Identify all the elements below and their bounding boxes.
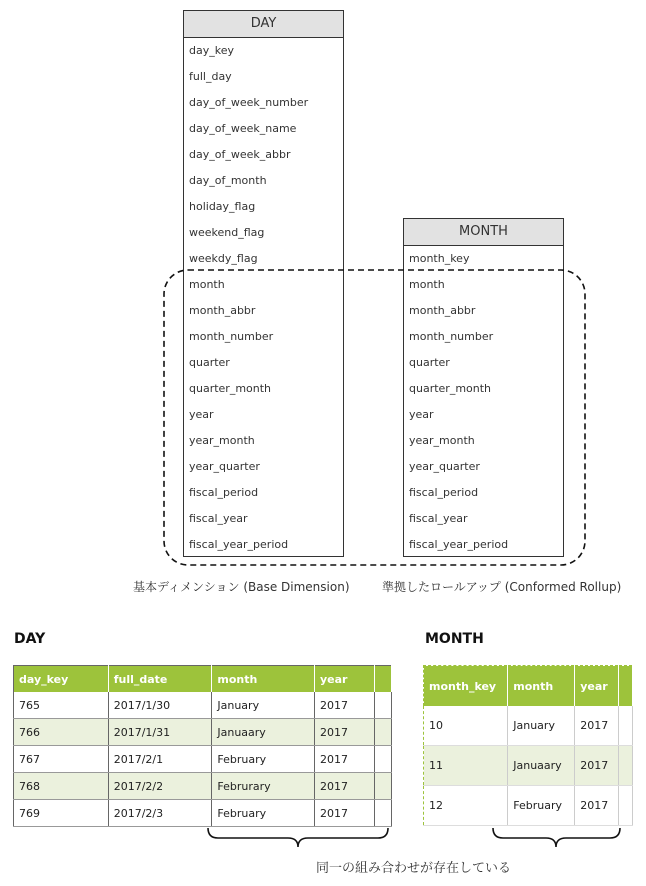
column-header: month_key — [424, 666, 508, 707]
day-data-table — [13, 665, 392, 827]
month-field: quarter_month — [409, 382, 492, 395]
month-field: fiscal_year — [409, 512, 468, 525]
month-entity-title: MONTH — [404, 219, 563, 246]
table-cell: January — [212, 692, 315, 719]
month-field: month_abbr — [409, 304, 476, 317]
table-cell: 2017 — [314, 800, 374, 827]
table-cell — [618, 746, 632, 786]
table-header-row — [424, 666, 633, 707]
table-cell: 10 — [424, 706, 508, 746]
table-row — [424, 786, 633, 826]
month-field: year_month — [409, 434, 475, 447]
conformed-rollup-caption: 準拠したロールアップ (Conformed Rollup) — [382, 580, 622, 594]
month-field: fiscal_year_period — [409, 538, 509, 551]
day-field: month_abbr — [189, 304, 256, 317]
table-cell — [618, 706, 632, 746]
table-cell: 2017 — [314, 719, 374, 746]
day-table-brace — [208, 828, 388, 847]
column-header: full_date — [108, 666, 212, 693]
table-cell: Februrary — [212, 773, 315, 800]
table-cell: 2017/2/2 — [108, 773, 212, 800]
day-field: year_quarter — [189, 460, 260, 473]
month-table-brace — [493, 828, 620, 847]
day-field: quarter_month — [189, 382, 272, 395]
table-cell: February — [508, 786, 575, 826]
column-header — [618, 666, 632, 707]
table-cell: 11 — [424, 746, 508, 786]
month-field: fiscal_period — [409, 486, 479, 499]
table-cell — [375, 692, 392, 719]
table-cell — [375, 719, 392, 746]
table-cell: 769 — [14, 800, 109, 827]
table-row — [14, 746, 392, 773]
day-table-title: DAY — [14, 631, 46, 647]
table-row — [14, 692, 392, 719]
table-cell: February — [212, 746, 315, 773]
table-row — [14, 719, 392, 746]
column-header: month — [212, 666, 315, 693]
shared-attributes-dashed-box — [164, 270, 585, 565]
table-cell — [618, 786, 632, 826]
table-row — [424, 706, 633, 746]
table-cell: 765 — [14, 692, 109, 719]
day-field: full_day — [189, 70, 232, 83]
table-row — [14, 800, 392, 827]
table-cell: 2017 — [575, 746, 619, 786]
column-header: day_key — [14, 666, 109, 693]
day-field: day_of_week_name — [189, 122, 297, 135]
day-field: month — [189, 278, 225, 291]
day-field: day_of_week_abbr — [189, 148, 291, 161]
column-header: month — [508, 666, 575, 707]
day-field: day_of_week_number — [189, 96, 309, 109]
table-cell — [375, 773, 392, 800]
day-field: holiday_flag — [189, 200, 256, 213]
table-cell: 2017/2/3 — [108, 800, 212, 827]
month-field: month — [409, 278, 445, 291]
day-field: weekend_flag — [189, 226, 265, 239]
day-field: fiscal_year — [189, 512, 248, 525]
table-cell: Januaary — [508, 746, 575, 786]
table-cell: January — [508, 706, 575, 746]
month-field: month_key — [409, 252, 470, 265]
day-field: weekdy_flag — [189, 252, 258, 265]
table-cell — [375, 800, 392, 827]
day-field: month_number — [189, 330, 274, 343]
table-cell: 2017/1/31 — [108, 719, 212, 746]
day-field: year_month — [189, 434, 255, 447]
table-cell: 2017/2/1 — [108, 746, 212, 773]
table-row — [14, 773, 392, 800]
column-header: year — [314, 666, 374, 693]
table-cell: 2017 — [575, 786, 619, 826]
table-cell — [375, 746, 392, 773]
table-row — [424, 746, 633, 786]
table-cell: Januaary — [212, 719, 315, 746]
month-field: quarter — [409, 356, 450, 369]
day-field: year — [189, 408, 214, 421]
table-cell: 2017/1/30 — [108, 692, 212, 719]
table-cell: 2017 — [314, 746, 374, 773]
base-dimension-caption: 基本ディメンション (Base Dimension) — [133, 580, 350, 594]
table-cell: 768 — [14, 773, 109, 800]
day-entity-title: DAY — [184, 11, 343, 38]
month-field: year_quarter — [409, 460, 480, 473]
table-cell: 12 — [424, 786, 508, 826]
month-data-table — [423, 665, 633, 826]
day-field: quarter — [189, 356, 230, 369]
day-field: day_key — [189, 44, 234, 57]
day-field: day_of_month — [189, 174, 267, 187]
month-field: month_number — [409, 330, 494, 343]
column-header: year — [575, 666, 619, 707]
month-table-title: MONTH — [425, 631, 484, 647]
day-field: fiscal_period — [189, 486, 259, 499]
day-field: fiscal_year_period — [189, 538, 289, 551]
table-cell: 766 — [14, 719, 109, 746]
table-cell: February — [212, 800, 315, 827]
table-cell: 2017 — [575, 706, 619, 746]
shared-combination-note: 同一の組み合わせが存在している — [316, 861, 512, 876]
table-cell: 2017 — [314, 773, 374, 800]
month-field: year — [409, 408, 434, 421]
table-cell: 2017 — [314, 692, 374, 719]
column-header — [375, 666, 392, 693]
table-cell: 767 — [14, 746, 109, 773]
table-header-row — [14, 666, 392, 693]
